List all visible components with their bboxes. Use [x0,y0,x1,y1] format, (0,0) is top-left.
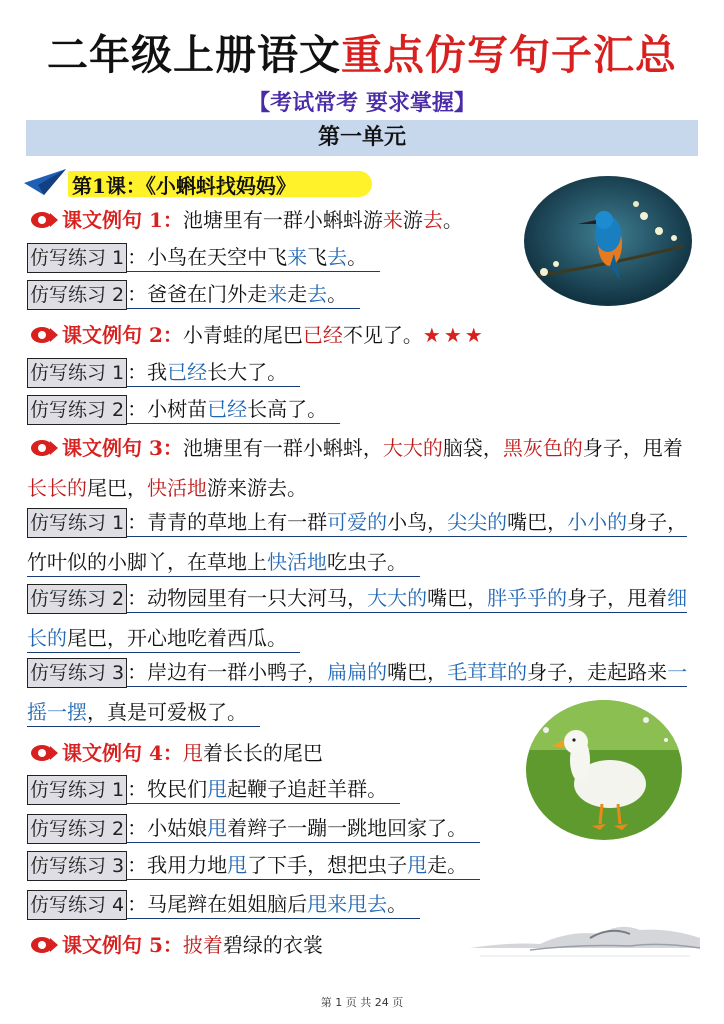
example-sentence-1 [30,204,463,233]
practice-label-box: 仿写练习 1 [27,358,127,388]
page-subtitle: 【考试常考 要求掌握】 [248,91,476,116]
practice-label-box: 仿写练习 1 [27,243,127,273]
keyword: 尖尖的 [447,510,508,534]
practice-answer: ：牧民们甩起鞭子追赶羊群。 [127,777,400,804]
keyword: 甩 [227,853,248,877]
practice-answer: ：马尾辫在姐姐脑后甩来甩去。 [127,892,420,919]
eye-icon [30,744,58,762]
practice-label-box: 仿写练习 2 [27,584,127,614]
sentence-text: 游 [402,208,423,232]
keyword: 大大的 [367,586,428,610]
practice-label-box: 仿写练习 4 [27,890,127,920]
keyword: 毛茸茸的 [447,660,528,684]
practice-answer: ：我用力地甩了下手，想把虫子甩走。 [127,853,480,880]
keyword: 甩 [182,741,203,765]
practice-4-3 [27,849,480,881]
keyword: 大大的 [382,436,443,460]
practice-3-1 [27,502,697,582]
practice-label-box: 仿写练习 3 [27,658,127,688]
example-sentence-5: 课文例句 5：披着碧绿的衣裳 [30,929,323,958]
practice-answer: ：青青的草地上有一群可爱的小鸟，尖尖的嘴巴，小小的身子，竹叶似的小脚丫，在草地上快活地吃虫子。 [27,510,687,577]
practice-answer: ：岸边有一群小鸭子，扁扁的嘴巴，毛茸茸的身子，走起路来一摇一摆，真是可爱极了。 [27,660,687,727]
keyword: 快活地 [267,550,327,574]
paper-plane-icon [24,167,68,197]
keyword: 扁扁的 [327,660,388,684]
example-label: 课文例句 4： [62,741,183,765]
sentence-text: 池塘里有一群小蝌蚪游 [182,208,383,232]
keyword: 已经 [302,323,343,347]
example-label: 课文例句 1： [62,208,183,232]
practice-label-box: 仿写练习 1 [27,508,127,538]
keyword: 披着 [182,933,223,957]
practice-answer: ：小姑娘甩着辫子一蹦一跳地回家了。 [127,816,480,843]
example-label: 课文例句 3： [62,436,183,460]
example-label: 课文例句 2： [62,323,183,347]
ink-landscape-decoration [470,904,700,964]
practice-4-1 [27,773,400,805]
practice-label-box: 仿写练习 2 [27,395,127,425]
kingfisher-picture [524,176,692,306]
example-label: 课文例句 5： [62,933,183,957]
keyword: 小小的 [567,510,628,534]
title-red: 重点仿写句子汇总 [341,31,677,79]
page-title [0,22,724,81]
unit-heading: 第一单元 [26,120,698,156]
keyword: 去 [307,282,328,306]
keyword: 快活地 [147,476,207,500]
practice-2-1 [27,356,300,388]
eye-icon [30,326,58,344]
practice-label-box: 仿写练习 1 [27,775,127,805]
practice-3-2 [27,578,697,658]
lesson-title: 第1课：《小蝌蚪找妈妈》 [72,174,296,198]
practice-answer: ：动物园里有一只大河马，大大的嘴巴，胖乎乎的身子，甩着细长的尾巴，开心地吃着西瓜。 [27,586,687,653]
keyword: 来 [382,208,403,232]
keyword: 去 [422,208,443,232]
sentence-text: 。 [442,208,463,232]
keyword: 甩来甩去 [307,892,388,916]
practice-1-2 [27,278,360,310]
practice-answer: ：小树苗已经长高了。 [127,397,340,424]
keyword: 来 [287,245,308,269]
practice-answer: ：小鸟在天空中飞来飞去。 [127,245,380,272]
keyword: 胖乎乎的 [487,586,568,610]
example-sentence-4: 课文例句 4：甩着长长的尾巴 [30,737,323,766]
keyword: 甩 [207,816,228,840]
title-black: 二年级上册语文 [47,31,341,79]
duck-picture [526,700,682,840]
keyword: 细长的 [27,586,688,650]
keyword: 去 [327,245,348,269]
keyword: 已经 [167,360,208,384]
example-sentence-2: 课文例句 2：小青蛙的尾巴已经不见了。★★★ [30,319,486,348]
practice-answer: ：爸爸在门外走来走去。 [127,282,360,309]
practice-2-2 [27,393,340,425]
keyword: 甩 [407,853,428,877]
keyword: 黑灰色的 [502,436,583,460]
eye-icon [30,439,58,457]
eye-icon [30,936,58,954]
keyword: 可爱的 [327,510,388,534]
practice-label-box: 仿写练习 2 [27,814,127,844]
keyword: 已经 [207,397,248,421]
example-sentence-3: 课文例句 3：池塘里有一群小蝌蚪，大大的脑袋，黑灰色的身子，甩着长长的尾巴，快活地游来游去。 [27,436,683,500]
practice-answer: ：我已经长大了。 [127,360,300,387]
eye-icon [30,211,58,229]
keyword: 甩 [207,777,228,801]
keyword: 长长的 [27,476,87,500]
page-footer: 第 1 页 共 24 页 [320,996,404,1009]
practice-1-1 [27,241,380,273]
keyword: 来 [267,282,288,306]
star-rating: ★★★ [422,323,486,347]
practice-label-box: 仿写练习 3 [27,851,127,881]
practice-4-4 [27,888,420,920]
keyword: 一摇一摆 [27,660,688,724]
practice-label-box: 仿写练习 2 [27,280,127,310]
practice-4-2 [27,812,480,844]
